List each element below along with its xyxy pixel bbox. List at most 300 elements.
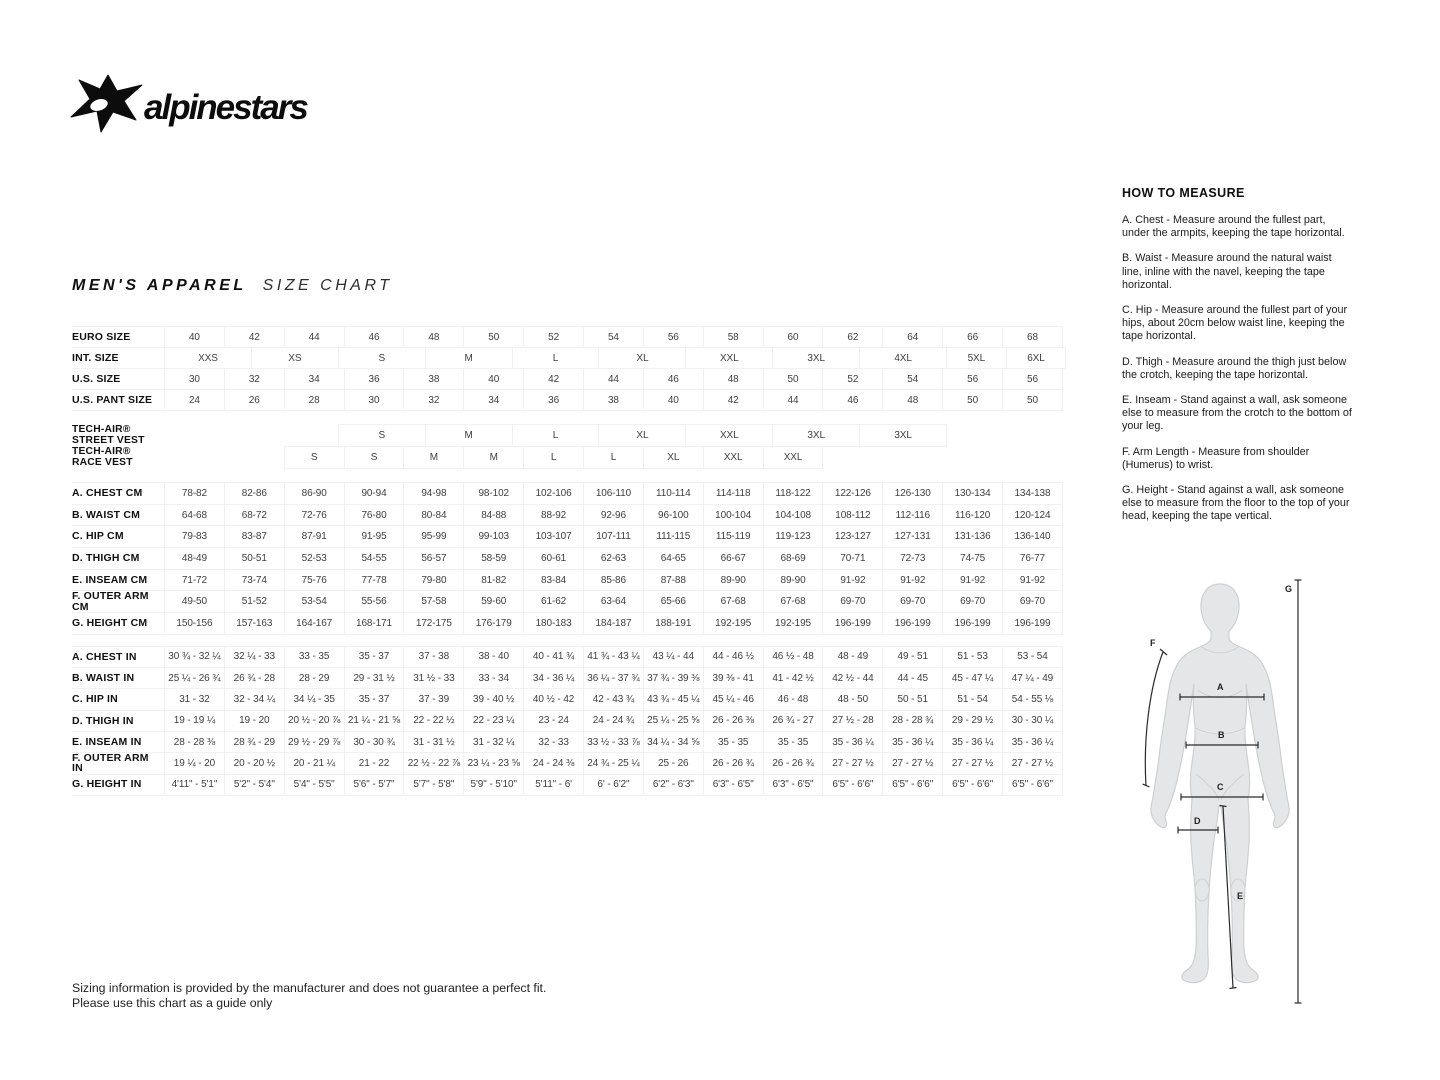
size-cell: 52-53 [284, 547, 345, 570]
size-cell: 87-91 [284, 525, 345, 548]
size-cell: 106-110 [583, 482, 644, 505]
size-cell [164, 424, 252, 447]
size-cell: 103-107 [523, 525, 584, 548]
size-cell [946, 424, 1007, 447]
size-cell: 19 - 19 ¼ [164, 710, 225, 732]
row-label: INT. SIZE [72, 347, 164, 369]
table-section-sizes [72, 326, 1078, 411]
size-cell: XL [598, 424, 686, 447]
size-cell: 33 - 34 [463, 667, 524, 689]
size-cell: 37 - 38 [403, 646, 464, 668]
size-cell: 54 [882, 368, 943, 390]
size-cell [251, 424, 339, 447]
size-cell: 48 - 49 [822, 646, 883, 668]
size-cell: 52 [523, 326, 584, 348]
size-cell: S [338, 347, 426, 369]
size-cell: 40 [643, 389, 704, 411]
size-cell: 25 - 26 [643, 752, 704, 774]
figure-label-hip: C [1217, 782, 1224, 792]
size-cell: 22 ½ - 22 ⅞ [403, 752, 464, 774]
size-cell: 41 - 42 ½ [763, 667, 824, 689]
size-cell: 57-58 [403, 590, 464, 613]
table-section-vests [72, 424, 1078, 469]
size-cell: 136-140 [1002, 525, 1063, 548]
size-cell: 111-115 [643, 525, 704, 548]
size-cell: 44 [583, 368, 644, 390]
size-cell: 6'3" - 6'5" [703, 774, 764, 796]
size-cell: 31 - 32 ¼ [463, 731, 524, 753]
size-cell: 180-183 [523, 612, 584, 635]
size-cell: XXL [685, 424, 773, 447]
size-cell: 126-130 [882, 482, 943, 505]
size-cell: L [512, 347, 600, 369]
size-cell: 20 - 20 ½ [224, 752, 285, 774]
size-cell: 44 [284, 326, 345, 348]
size-cell: 79-83 [164, 525, 225, 548]
size-cell: 78-82 [164, 482, 225, 505]
figure-label-inseam: E [1237, 891, 1244, 901]
size-cell: 35 - 37 [344, 688, 405, 710]
size-cell: 27 - 27 ½ [882, 752, 943, 774]
size-cell: 29 - 29 ½ [942, 710, 1003, 732]
size-cell: 6' - 6'2" [583, 774, 644, 796]
size-cell: 196-199 [882, 612, 943, 635]
size-cell: 66 [942, 326, 1003, 348]
figure-label-thigh: D [1194, 816, 1201, 826]
size-cell: 119-123 [763, 525, 824, 548]
row-label: B. WAIST CM [72, 504, 164, 527]
size-cell: 40 [463, 368, 524, 390]
size-cell: 91-95 [344, 525, 405, 548]
measure-instruction: D. Thigh - Measure around the thigh just below the crotch, keeping the tape horizontal. [1122, 355, 1347, 381]
size-cell: 69-70 [882, 590, 943, 613]
figure-label-height: G [1285, 584, 1293, 594]
size-cell: 176-179 [463, 612, 524, 635]
size-cell: 46 ½ - 48 [763, 646, 824, 668]
size-cell: 172-175 [403, 612, 464, 635]
size-cell: 44 - 45 [882, 667, 943, 689]
size-cell: S [284, 446, 345, 469]
size-cell: 21 - 22 [344, 752, 405, 774]
size-cell: 62 [822, 326, 883, 348]
row-label: EURO SIZE [72, 326, 164, 348]
size-cell: 26 [224, 389, 285, 411]
size-cell: 50 [763, 368, 824, 390]
size-cell: 38 [403, 368, 464, 390]
how-to-measure-panel [1122, 186, 1352, 536]
size-cell: 150-156 [164, 612, 225, 635]
size-cell: 60 [763, 326, 824, 348]
size-cell: 69-70 [1002, 590, 1063, 613]
size-cell: 67-68 [763, 590, 824, 613]
table-row [72, 774, 1078, 796]
size-cell: 110-114 [643, 482, 704, 505]
measure-instruction: F. Arm Length - Measure from shoulder (Humerus) to wrist. [1122, 445, 1310, 471]
size-cell: 157-163 [224, 612, 285, 635]
size-cell: 69-70 [942, 590, 1003, 613]
table-row [72, 347, 1078, 369]
row-label: U.S. PANT SIZE [72, 389, 164, 411]
row-label: G. HEIGHT IN [72, 774, 164, 796]
row-label: F. OUTER ARM CM [72, 590, 164, 613]
size-cell: 108-112 [822, 504, 883, 527]
size-cell: 127-131 [882, 525, 943, 548]
size-cell: 35 - 35 [703, 731, 764, 753]
size-cell: 30 - 30 ¼ [1002, 710, 1063, 732]
size-cell: 64 [882, 326, 943, 348]
size-cell: 83-87 [224, 525, 285, 548]
size-cell: 75-76 [284, 569, 345, 592]
page-title-main: MEN'S APPAREL [72, 277, 247, 294]
size-cell: 44 - 46 ½ [703, 646, 764, 668]
size-cell: 120-124 [1002, 504, 1063, 527]
size-cell: 102-106 [523, 482, 584, 505]
size-cell: L [523, 446, 584, 469]
size-cell: 60-61 [523, 547, 584, 570]
size-cell: 68 [1002, 326, 1063, 348]
size-cell: 131-136 [942, 525, 1003, 548]
size-cell: 196-199 [942, 612, 1003, 635]
size-cell: 54 - 55 ⅛ [1002, 688, 1063, 710]
size-cell: 196-199 [822, 612, 883, 635]
size-cell: 85-86 [583, 569, 644, 592]
height-measure-line [1295, 580, 1302, 1003]
size-cell: 43 ¾ - 45 ¼ [643, 688, 704, 710]
size-cell: 26 ¾ - 28 [224, 667, 285, 689]
table-row [72, 389, 1078, 411]
size-cell: 34 ¼ - 34 ⅝ [643, 731, 704, 753]
size-cell: 45 - 47 ¼ [942, 667, 1003, 689]
size-cell: 48 [703, 368, 764, 390]
size-cell: 83-84 [523, 569, 584, 592]
page-title [72, 277, 392, 295]
size-cell: 64-68 [164, 504, 225, 527]
size-cell: 87-88 [643, 569, 704, 592]
size-cell: 76-77 [1002, 547, 1063, 570]
size-cell: 28 - 28 ⅜ [164, 731, 225, 753]
table-row [72, 368, 1078, 390]
size-cell: 34 - 36 ¼ [523, 667, 584, 689]
row-label: F. OUTER ARM IN [72, 752, 164, 774]
footer-line-2: Please use this chart as a guide only [72, 996, 273, 1010]
size-cell: 6'5" - 6'6" [942, 774, 1003, 796]
size-cell: 51 - 54 [942, 688, 1003, 710]
body-measurement-figure [1140, 578, 1305, 1010]
size-cell: 68-72 [224, 504, 285, 527]
size-cell: 39 - 40 ½ [463, 688, 524, 710]
size-cell: 5'2" - 5'4" [224, 774, 285, 796]
size-cell: 5XL [946, 347, 1007, 369]
size-cell: 29 - 31 ½ [344, 667, 405, 689]
size-cell: XXL [685, 347, 773, 369]
size-cell: 68-69 [763, 547, 824, 570]
size-cell: 188-191 [643, 612, 704, 635]
size-cell: 27 ½ - 28 [822, 710, 883, 732]
size-cell: 42 ½ - 44 [822, 667, 883, 689]
table-section-cm [72, 482, 1078, 635]
size-cell: 26 - 26 ¾ [703, 752, 764, 774]
row-label: C. HIP IN [72, 688, 164, 710]
size-cell: 134-138 [1002, 482, 1063, 505]
size-cell: 64-65 [643, 547, 704, 570]
size-cell: 48 [403, 326, 464, 348]
size-cell: 24 [164, 389, 225, 411]
size-cell: 40 [164, 326, 225, 348]
size-cell: 25 ¼ - 26 ¾ [164, 667, 225, 689]
size-cell: 42 [224, 326, 285, 348]
size-cell: 33 ½ - 33 ⅞ [583, 731, 644, 753]
size-cell: 40 - 41 ¾ [523, 646, 584, 668]
size-table [72, 326, 1078, 796]
measure-instruction: A. Chest - Measure around the fullest part, under the armpits, keeping the tape horizontal. [1122, 214, 1345, 240]
size-cell [1002, 446, 1063, 469]
row-label: D. THIGH CM [72, 547, 164, 570]
alpinestars-wordmark: alpinestars [144, 88, 307, 127]
size-cell: 34 [284, 368, 345, 390]
size-cell: 47 ¼ - 49 [1002, 667, 1063, 689]
size-cell: 30 ¾ - 32 ¼ [164, 646, 225, 668]
size-cell: 91-92 [882, 569, 943, 592]
size-cell: 65-66 [643, 590, 704, 613]
size-cell: 48 - 50 [822, 688, 883, 710]
size-cell: 67-68 [703, 590, 764, 613]
size-cell: 107-111 [583, 525, 644, 548]
size-cell: 44 [763, 389, 824, 411]
size-cell: 43 ¼ - 44 [643, 646, 704, 668]
size-cell: 23 - 24 [523, 710, 584, 732]
size-cell: 112-116 [882, 504, 943, 527]
row-label: B. WAIST IN [72, 667, 164, 689]
size-cell: 82-86 [224, 482, 285, 505]
size-cell: M [403, 446, 464, 469]
size-cell: 32 - 33 [523, 731, 584, 753]
size-cell [882, 446, 943, 469]
figure-label-arm: F [1150, 638, 1156, 648]
size-cell: 50-51 [224, 547, 285, 570]
size-cell: 98-102 [463, 482, 524, 505]
size-cell: 53-54 [284, 590, 345, 613]
size-cell: 50 [942, 389, 1003, 411]
size-cell: 84-88 [463, 504, 524, 527]
size-cell: 28 [284, 389, 345, 411]
table-row [72, 710, 1078, 732]
size-cell: 33 - 35 [284, 646, 345, 668]
page-title-sub: SIZE CHART [262, 277, 393, 294]
size-cell: 36 [344, 368, 405, 390]
size-cell: 89-90 [703, 569, 764, 592]
size-cell: 58-59 [463, 547, 524, 570]
size-cell: 192-195 [703, 612, 764, 635]
size-cell: 196-199 [1002, 612, 1063, 635]
size-cell: 24 - 24 ¾ [583, 710, 644, 732]
size-cell: 46 - 48 [763, 688, 824, 710]
size-cell: 72-76 [284, 504, 345, 527]
size-cell: 45 ¼ - 46 [703, 688, 764, 710]
size-cell: 51-52 [224, 590, 285, 613]
size-cell: 116-120 [942, 504, 1003, 527]
figure-label-waist: B [1218, 730, 1225, 740]
table-row [72, 612, 1078, 635]
size-cell: 3XL [859, 424, 947, 447]
size-cell: 22 - 22 ½ [403, 710, 464, 732]
size-cell: 79-80 [403, 569, 464, 592]
size-cell: M [425, 424, 513, 447]
size-cell: 192-195 [763, 612, 824, 635]
size-cell: 74-75 [942, 547, 1003, 570]
size-cell: 76-80 [344, 504, 405, 527]
size-cell: 80-84 [403, 504, 464, 527]
size-cell: XL [598, 347, 686, 369]
size-cell: 38 [583, 389, 644, 411]
size-cell: 28 - 29 [284, 667, 345, 689]
row-label: C. HIP CM [72, 525, 164, 548]
size-cell: 41 ¾ - 43 ¼ [583, 646, 644, 668]
size-cell: 86-90 [284, 482, 345, 505]
size-cell: 66-67 [703, 547, 764, 570]
size-cell: 92-96 [583, 504, 644, 527]
size-cell: XXS [164, 347, 252, 369]
size-cell: 25 ¼ - 25 ⅝ [643, 710, 704, 732]
measure-instruction: G. Height - Stand against a wall, ask someone else to measure from the floor to the top of your head, keeping the tape vertical. [1122, 484, 1350, 523]
size-cell: 35 - 35 [763, 731, 824, 753]
size-cell: 30 [164, 368, 225, 390]
size-cell: 26 - 26 ¾ [763, 752, 824, 774]
row-label: TECH-AIR® STREET VEST [72, 424, 145, 446]
size-cell: L [583, 446, 644, 469]
size-cell: 28 - 28 ¾ [882, 710, 943, 732]
size-cell [224, 446, 285, 469]
size-cell: 35 - 36 ¼ [822, 731, 883, 753]
size-cell: 37 ¾ - 39 ⅜ [643, 667, 704, 689]
table-row [72, 547, 1078, 570]
size-cell: 95-99 [403, 525, 464, 548]
size-cell: 69-70 [822, 590, 883, 613]
size-cell: 115-119 [703, 525, 764, 548]
size-cell: 6'3" - 6'5" [763, 774, 824, 796]
size-cell: 5'7" - 5'8" [403, 774, 464, 796]
size-cell: 49 - 51 [882, 646, 943, 668]
size-cell: 122-126 [822, 482, 883, 505]
size-cell: 46 [344, 326, 405, 348]
size-cell: 5'11" - 6' [523, 774, 584, 796]
size-cell: 30 - 30 ¾ [344, 731, 405, 753]
size-cell: 34 [463, 389, 524, 411]
size-cell: 32 - 34 ¼ [224, 688, 285, 710]
size-cell: 52 [822, 368, 883, 390]
footer-note [72, 981, 546, 1011]
figure-label-chest: A [1217, 682, 1224, 692]
row-label: G. HEIGHT CM [72, 612, 164, 635]
size-cell: 94-98 [403, 482, 464, 505]
size-cell: 24 ¾ - 25 ¼ [583, 752, 644, 774]
size-cell: 6'5" - 6'6" [882, 774, 943, 796]
size-cell: 46 [643, 368, 704, 390]
size-cell: 77-78 [344, 569, 405, 592]
table-row [72, 646, 1078, 668]
size-cell: 30 [344, 389, 405, 411]
size-cell: 35 - 37 [344, 646, 405, 668]
size-cell: 4XL [859, 347, 947, 369]
size-cell: 59-60 [463, 590, 524, 613]
size-cell: 91-92 [942, 569, 1003, 592]
size-cell: 34 ¼ - 35 [284, 688, 345, 710]
table-row [72, 424, 1078, 447]
alpinestars-logo [70, 74, 330, 138]
size-cell: 31 - 32 [164, 688, 225, 710]
size-cell: 29 ½ - 29 ⅞ [284, 731, 345, 753]
size-cell: 81-82 [463, 569, 524, 592]
size-cell: 100-104 [703, 504, 764, 527]
size-cell: 35 - 36 ¼ [882, 731, 943, 753]
size-cell: 5'9" - 5'10" [463, 774, 524, 796]
size-cell: 42 - 43 ¾ [583, 688, 644, 710]
size-cell: 90-94 [344, 482, 405, 505]
size-cell: 37 - 39 [403, 688, 464, 710]
size-cell: 40 ½ - 42 [523, 688, 584, 710]
size-cell: 89-90 [763, 569, 824, 592]
size-cell: 56 [942, 368, 1003, 390]
size-cell: 73-74 [224, 569, 285, 592]
size-cell: S [344, 446, 405, 469]
size-cell: 58 [703, 326, 764, 348]
size-cell: 46 [822, 389, 883, 411]
footer-line-1: Sizing information is provided by the manufacturer and does not guarantee a perfect fit. [72, 981, 547, 995]
alpinestars-star-icon [71, 75, 142, 132]
size-cell: 56-57 [403, 547, 464, 570]
row-label: A. CHEST CM [72, 482, 164, 505]
size-cell: 53 - 54 [1002, 646, 1063, 668]
measure-instruction: B. Waist - Measure around the natural waist line, inline with the navel, keeping the tape horizontal. [1122, 252, 1332, 291]
size-cell: 91-92 [1002, 569, 1063, 592]
size-cell [1006, 424, 1067, 447]
size-cell: 96-100 [643, 504, 704, 527]
size-cell: XXL [763, 446, 824, 469]
table-row [72, 482, 1078, 505]
size-cell: 31 - 31 ½ [403, 731, 464, 753]
size-cell: 32 [403, 389, 464, 411]
size-cell: 72-73 [882, 547, 943, 570]
size-cell: 26 ¾ - 27 [763, 710, 824, 732]
table-section-in [72, 646, 1078, 796]
size-cell: 50 - 51 [882, 688, 943, 710]
size-cell: 42 [523, 368, 584, 390]
row-label: U.S. SIZE [72, 368, 164, 390]
size-cell: M [425, 347, 513, 369]
size-cell: 56 [1002, 368, 1063, 390]
size-cell: 54 [583, 326, 644, 348]
size-cell: 22 - 23 ¼ [463, 710, 524, 732]
table-row [72, 667, 1078, 689]
size-cell: 62-63 [583, 547, 644, 570]
how-to-measure-list [1122, 214, 1352, 524]
size-cell: 27 - 27 ½ [942, 752, 1003, 774]
size-cell: 35 - 36 ¼ [942, 731, 1003, 753]
size-cell: 27 - 27 ½ [1002, 752, 1063, 774]
size-cell: 23 ¼ - 23 ⅝ [463, 752, 524, 774]
size-cell: 56 [643, 326, 704, 348]
size-cell: 51 - 53 [942, 646, 1003, 668]
size-cell: 39 ⅜ - 41 [703, 667, 764, 689]
table-row [72, 752, 1078, 774]
row-label: E. INSEAM IN [72, 731, 164, 753]
size-cell: 4'11" - 5'1" [164, 774, 225, 796]
row-label: A. CHEST IN [72, 646, 164, 668]
size-cell: 5'4" - 5'5" [284, 774, 345, 796]
size-cell: 6'5" - 6'6" [1002, 774, 1063, 796]
how-to-measure-heading: HOW TO MEASURE [1122, 186, 1245, 200]
table-row [72, 446, 1078, 469]
table-row [72, 688, 1078, 710]
